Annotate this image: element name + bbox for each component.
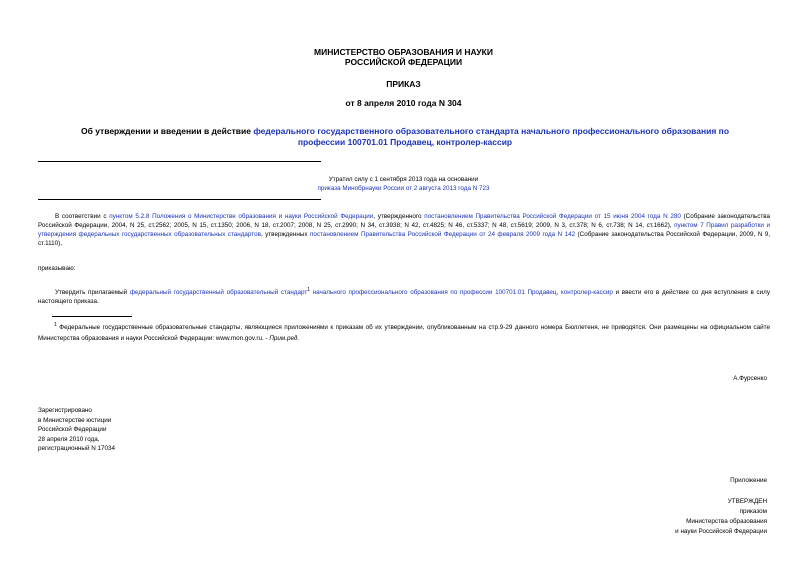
status-note	[0, 176, 807, 193]
divider-top	[38, 161, 321, 162]
editor-note: Прим.ред.	[269, 335, 300, 343]
doc-date: от 8 апреля 2010 года N 304	[345, 98, 462, 108]
footnote-divider	[52, 316, 132, 317]
fgos-link[interactable]: федеральный государственный образовательный стандарт	[129, 289, 308, 297]
divider-bottom	[38, 199, 321, 200]
appendix-label: Приложение	[730, 477, 767, 484]
status-order-link[interactable]: приказа Минобрнауки России от 2 августа 2013 года N 723	[317, 184, 490, 192]
ministry-title	[0, 47, 807, 67]
footnote-mark: 1	[54, 322, 57, 328]
resolution-280-link[interactable]: постановлением Правительства Российской Федерации от 15 июня 2004 года N 280	[424, 213, 681, 220]
approval-block: УТВЕРЖДЕН приказом Министерства образования и науки Российской Федерации	[675, 498, 767, 535]
doc-title	[60, 126, 750, 148]
status-line: Утратил силу с 1 сентября 2013 года на основании	[328, 176, 479, 183]
title-standard-link[interactable]: федерального государственного образовательного стандарта начального профессионального образования по профессии 100701.01 Продавец, контролер-кассир	[253, 126, 730, 147]
footnote-ref: 1	[307, 287, 310, 293]
regulation-link[interactable]: пунктом 5.2.8 Положения о Министерстве образования и науки Российской Федерации	[109, 213, 374, 220]
registration-block: Зарегистрировано в Министерстве юстиции Российской Федерации 28 апреля 2010 года, регистрационный N 17034	[38, 407, 116, 453]
doc-type: ПРИКАЗ	[386, 79, 421, 89]
profession-link[interactable]: начального профессионального образования по профессии 100701.01 Продавец, контролер-кассир	[310, 289, 613, 297]
order-word: приказываю:	[38, 265, 76, 272]
preamble-paragraph: В соответствии с пунктом 5.2.8 Положения о Министерстве образования и науки Российской Федерации, утвержденного постановлением Правительства Российской Федерации от 15 июня 2004 года N 280 (Собрание законодательства Российской Федерации, 2004, N 25, ст.2562; 2005, N 15, ст.1350; 2006, N 18, ст.2007; 2008, N 25, ст.2990; N 34, ст.3938; N 42, ст.4825; N 46, ст.5337; N 48, ст.5619; 2009, N 3, ст.378; N 6, ст.738; N 14, ст.1662), пунктом 7 Правил разработки и утверждения федеральных государственных образовательных стандартов, утвержденных постановлением Правительства Российской Федерации от 24 февраля 2009 года N 142 (Собрание законодательства Российской Федерации, 2009, N 9, ст.1110),	[38, 213, 771, 247]
resolution-142-link[interactable]: постановлением Правительства Российской Федерации от 24 февраля 2009 года N 142	[309, 231, 576, 238]
footnote: $^1$ Федеральные государственные образовательные стандарты, являющиеся приложениями к приказам об их утверждении, опубликованным на стр.9-29 данного номера Бюллетеня, не приводятся. Они размещены на официальном сайте Министерства образования и науки Российской Федерации: www.mon.gov.ru. - Прим.ред.	[38, 322, 770, 343]
ministry-line-2: РОССИЙСКОЙ ФЕДЕРАЦИИ	[344, 57, 463, 67]
signature: А.Фурсенко	[733, 375, 767, 382]
title-prefix: Об утверждении и введении в действие	[80, 126, 254, 136]
approve-paragraph: Утвердить прилагаемый федеральный государственный образовательный стандарт$^1$ начального профессионального образования по профессии 100701.01 Продавец, контролер-кассир и ввести его в действие со дня вступления в силу настоящего приказа.	[38, 287, 770, 306]
ministry-line-1: МИНИСТЕРСТВО ОБРАЗОВАНИЯ И НАУКИ	[314, 47, 493, 57]
rules-link[interactable]: пунктом 7 Правил разработки и утверждения федеральных государственных образовательных стандартов	[38, 222, 770, 238]
